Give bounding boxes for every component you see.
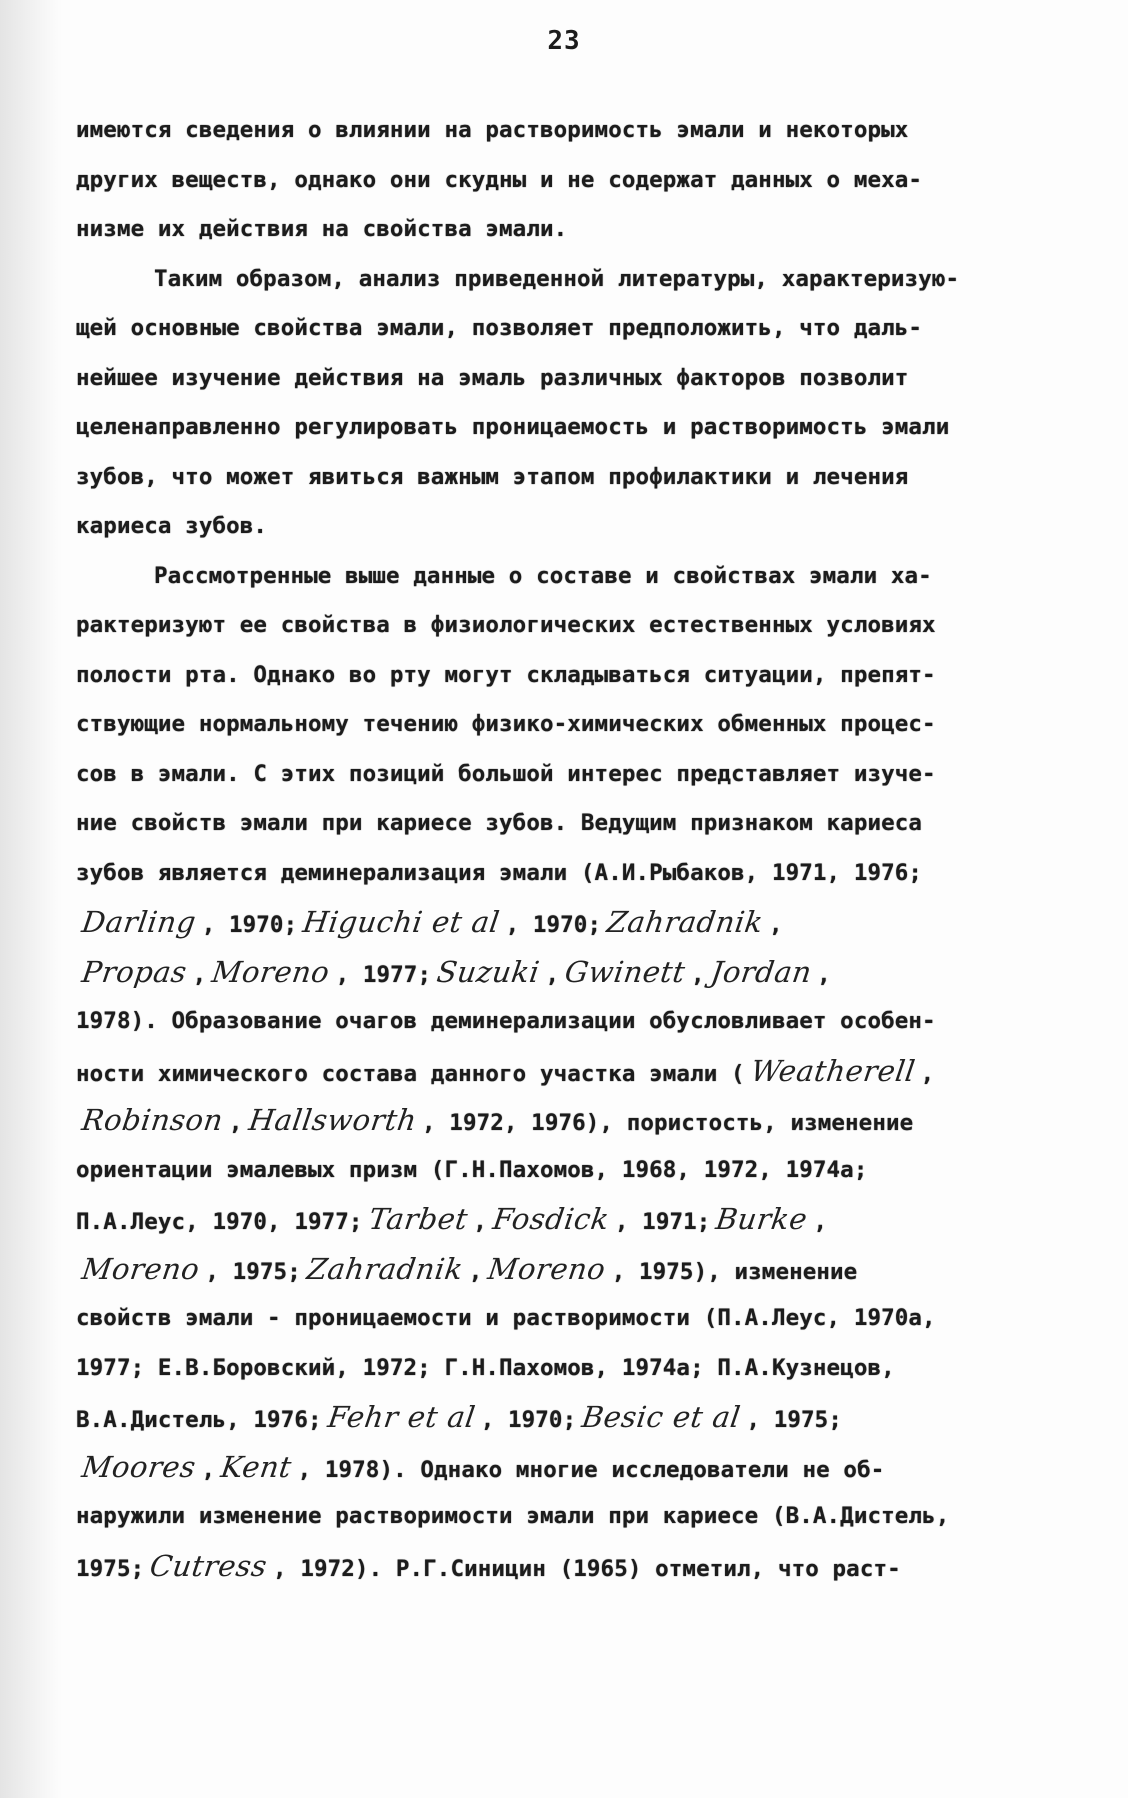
text-line (76, 700, 1106, 750)
text-line (76, 156, 1106, 206)
typed-text: ности химического состава данного участка эмали ( (76, 1060, 745, 1087)
typed-text: свойств эмали - проницаемости и растворимости (П.А.Леус, 1970а, (76, 1305, 936, 1331)
typed-text: , (228, 1110, 243, 1136)
text-line (76, 799, 1106, 849)
text-line (76, 1443, 1106, 1493)
typed-text: , 1970; (480, 1407, 577, 1433)
handwritten-author-name: Besic et al (579, 1400, 743, 1434)
typed-text: , (817, 961, 831, 988)
text-line (76, 1146, 1106, 1196)
handwritten-author-name: Cutress (147, 1548, 270, 1583)
typed-text: низме их действия на свойства эмали. (76, 216, 568, 242)
typed-text: , (468, 1258, 483, 1285)
typed-text: , (813, 1209, 828, 1235)
typed-text: , (201, 1456, 216, 1483)
typed-text: полости рта. Однако во рту могут складываться ситуации, препят- (76, 661, 936, 688)
typed-text: , 1975), изменение (611, 1258, 858, 1285)
text-line (76, 948, 1106, 998)
text-line (76, 1047, 1106, 1097)
handwritten-author-name: Moreno (209, 954, 333, 989)
typed-text: Рассмотренные выше данные о составе и свойствах эмали ха- (154, 562, 932, 589)
body-text (76, 106, 1106, 1591)
typed-text: , 1970; (505, 912, 602, 938)
text-line (76, 849, 1106, 899)
text-line (76, 651, 1106, 701)
typed-text: нейшее изучение действия на эмаль различных факторов позволит (76, 364, 909, 391)
text-line (76, 1492, 1106, 1542)
text-line (76, 1542, 1106, 1592)
typed-text: 1977; Е.В.Боровский, 1972; Г.Н.Пахомов, 1974а; П.А.Кузнецов, (76, 1354, 895, 1381)
handwritten-author-name: Moreno (79, 1251, 202, 1286)
typed-text: наружили изменение растворимости эмали при кариесе (В.А.Дистель, (76, 1503, 950, 1529)
handwritten-author-name: Zahradnik (304, 1251, 466, 1286)
handwritten-author-name: Suzuki (434, 954, 542, 989)
typed-text: ориентации эмалевых призм (Г.Н.Пахомов, 1968, 1972, 1974а; (76, 1156, 868, 1183)
text-line (76, 1393, 1106, 1443)
typed-text: , (920, 1060, 935, 1087)
text-line (76, 354, 1106, 404)
page-number: 23 (547, 26, 581, 56)
text-line (76, 997, 1106, 1047)
typed-text: , 1971; (614, 1209, 711, 1235)
typed-text: ние свойств эмали при кариесе зубов. Ведущим признаком кариеса (76, 810, 923, 836)
handwritten-author-name: Fosdick (490, 1202, 612, 1236)
typed-text: , 1972). Р.Г.Синицин (1965) отметил, что раст- (273, 1555, 901, 1582)
handwritten-author-name: Weatherell (748, 1053, 918, 1088)
text-line (76, 1195, 1106, 1245)
typed-text: зубов, что может явиться важным этапом профилактики и лечения (76, 463, 909, 490)
text-line (76, 1245, 1106, 1295)
typed-text: П.А.Леус, 1970, 1977; (76, 1209, 363, 1235)
handwritten-author-name: Moreno (486, 1251, 609, 1286)
text-line (76, 552, 1106, 602)
handwritten-author-name: Robinson (79, 1103, 226, 1137)
typed-text: , (691, 961, 705, 988)
typed-text: 1975; (76, 1555, 145, 1582)
typed-text: , (473, 1209, 487, 1235)
typed-text: , (768, 912, 783, 938)
text-line (76, 1344, 1106, 1394)
text-line (76, 304, 1106, 354)
text-line (76, 502, 1106, 552)
handwritten-author-name: Kent (218, 1449, 295, 1484)
typed-text: других веществ, однако они скудны и не содержат данных о меха- (76, 166, 923, 193)
handwritten-author-name: Propas (79, 954, 190, 989)
typed-text: Таким образом, анализ приведенной литературы, характеризую- (154, 265, 960, 292)
typed-text: щей основные свойства эмали, позволяет предположить, что даль- (76, 315, 923, 341)
text-line (76, 255, 1106, 305)
typed-text: , 1975; (746, 1407, 842, 1433)
text-line (76, 898, 1106, 948)
handwritten-author-name: Fehr et al (325, 1400, 478, 1434)
text-line (76, 403, 1106, 453)
scan-edge-shadow (0, 0, 62, 1798)
handwritten-author-name: Darling (79, 905, 199, 939)
text-line (76, 453, 1106, 503)
typed-text: , 1972, 1976), пористость, изменение (422, 1110, 914, 1136)
handwritten-author-name: Jordan (708, 954, 814, 989)
typed-text: , (192, 961, 207, 988)
handwritten-author-name: Burke (714, 1202, 811, 1236)
handwritten-author-name: Moores (79, 1449, 199, 1484)
handwritten-author-name: Gwinett (562, 954, 688, 989)
handwritten-author-name: Hallsworth (246, 1103, 419, 1137)
typed-text: имеются сведения о влиянии на растворимость эмали и некоторых (76, 117, 909, 143)
typed-text: , 1975; (205, 1258, 301, 1285)
handwritten-author-name: Higuchi et al (300, 905, 503, 939)
typed-text: 1978). Образование очагов деминерализации обусловливает особен- (76, 1008, 936, 1034)
text-line (76, 106, 1106, 156)
typed-text: целенаправленно регулировать проницаемость и растворимость эмали (76, 414, 950, 440)
typed-text: , 1978). Однако многие исследователи не об- (297, 1456, 885, 1483)
handwritten-author-name: Tarbet (366, 1202, 470, 1236)
typed-text: , 1970; (201, 912, 298, 938)
typed-text: рактеризуют ее свойства в физиологических естественных условиях (76, 612, 936, 638)
typed-text: , (545, 961, 560, 988)
typed-text: зубов является деминерализация эмали (А.И.Рыбаков, 1971, 1976; (76, 859, 923, 886)
typed-text: сов в эмали. С этих позиций большой интерес представляет изуче- (76, 760, 936, 787)
text-line (76, 750, 1106, 800)
typed-text: кариеса зубов. (76, 513, 268, 539)
text-line (76, 1294, 1106, 1344)
text-line (76, 601, 1106, 651)
typed-text: , 1977; (335, 961, 432, 988)
typed-text: ствующие нормальному течению физико-химических обменных процес- (76, 711, 936, 737)
handwritten-author-name: Zahradnik (604, 905, 766, 939)
text-line (76, 205, 1106, 255)
text-line (76, 1096, 1106, 1146)
typed-text: В.А.Дистель, 1976; (76, 1407, 322, 1433)
